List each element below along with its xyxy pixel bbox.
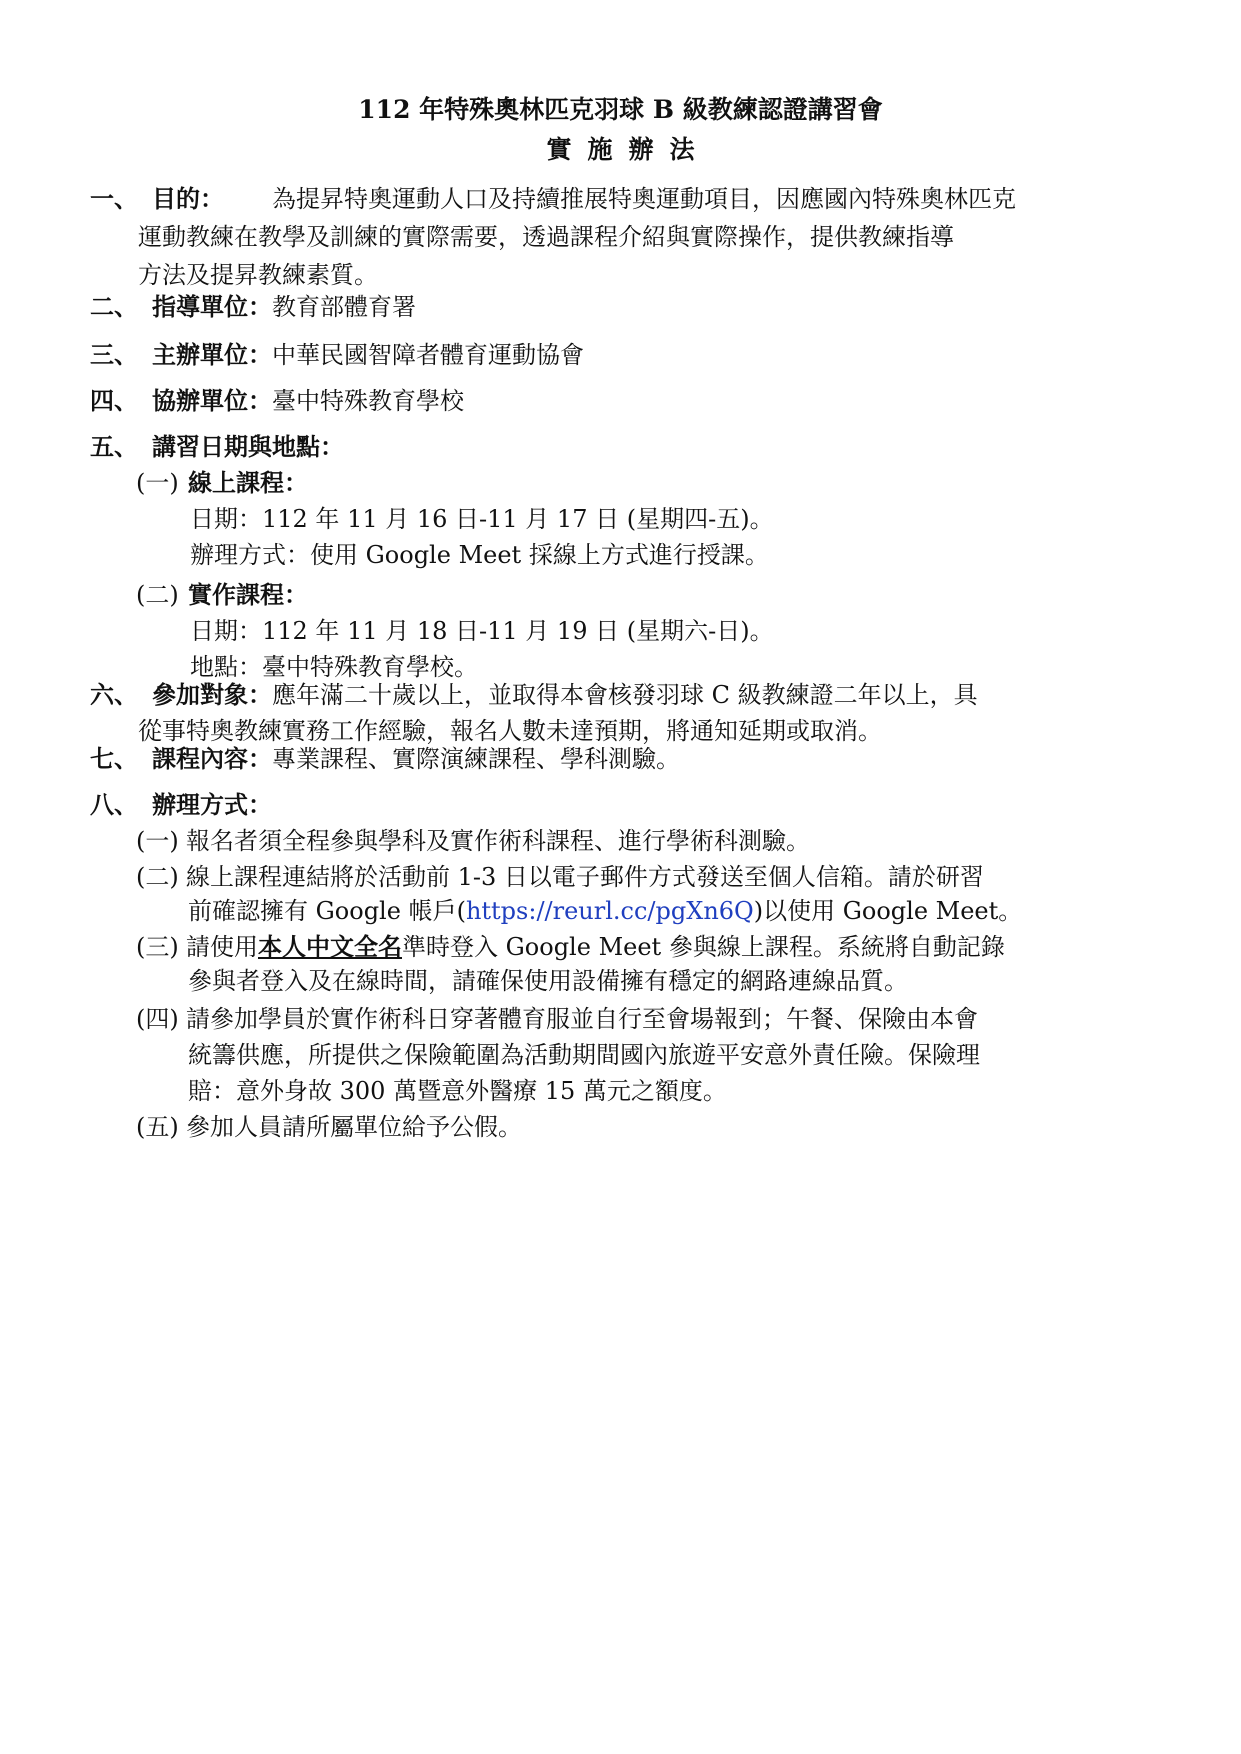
section-number: 二、 — [90, 292, 138, 321]
procedure-item-4-line-2: 統籌供應，所提供之保險範圍為活動期間國內旅遊平安意外責任險。保險理 — [188, 1041, 980, 1069]
section-procedures — [90, 786, 1170, 1146]
procedure-item-4-line-3: 賠：意外身故 300 萬暨意外醫療 15 萬元之額度。 — [188, 1077, 727, 1105]
online-course-label: 線上課程： — [188, 468, 308, 497]
section-number: 八、 — [90, 790, 138, 819]
section-date-location — [90, 428, 1170, 681]
google-account-link[interactable]: https://reurl.cc/pgXn6Q — [465, 897, 754, 925]
procedure-item-2-line-2 — [188, 892, 1022, 930]
practical-course-date: 日期：112 年 11 月 18 日-11 月 19 日 (星期六-日)。 — [190, 617, 774, 645]
section-label: 目的： — [152, 184, 224, 213]
item-3-text-after-emphasis: 準時登入 Google Meet 參與線上課程。系統將自動記錄 — [402, 933, 1005, 961]
procedure-item-4-line-1: 請參加學員於實作術科日穿著體育服並自行至會場報到；午餐、保險由本會 — [186, 1005, 978, 1033]
guidance-unit-text: 教育部體育署 — [272, 293, 416, 321]
section-number: 三、 — [90, 340, 138, 369]
section-organizer — [90, 336, 1170, 376]
document-subtitle: 實施辦法 — [546, 135, 711, 164]
online-course-method: 辦理方式：使用 Google Meet 採線上方式進行授課。 — [190, 541, 769, 569]
section-number: 五、 — [90, 432, 138, 461]
item-mark: (五) — [136, 1113, 179, 1141]
section-guidance-unit — [90, 288, 1170, 328]
participants-line-1: 應年滿二十歲以上，並取得本會核發羽球 C 級教練證二年以上，具 — [272, 681, 978, 709]
section-label: 指導單位： — [152, 292, 272, 321]
organizer-text: 中華民國智障者體育運動協會 — [272, 341, 584, 369]
online-course-date: 日期：112 年 11 月 16 日-11 月 17 日 (星期四-五)。 — [190, 505, 774, 533]
section-number: 一、 — [90, 184, 138, 213]
section-label: 參加對象： — [152, 680, 272, 709]
section-label: 辦理方式： — [152, 790, 272, 819]
practical-course-mark: (二) — [136, 581, 179, 609]
procedure-item-3-line-1 — [186, 928, 1005, 966]
procedure-item-2-line-1: 線上課程連結將於活動前 1-3 日以電子郵件方式發送至個人信箱。請於研習 — [186, 863, 984, 891]
section-number: 四、 — [90, 386, 138, 415]
section-label: 講習日期與地點： — [152, 432, 344, 461]
purpose-line-2: 運動教練在教學及訓練的實際需要，透過課程介紹與實際操作，提供教練指導 — [138, 223, 954, 251]
item-mark: (二) — [136, 863, 179, 891]
section-course-content — [90, 740, 1170, 780]
procedure-item-1: 報名者須全程參與學科及實作術科課程、進行學術科測驗。 — [186, 827, 810, 855]
section-number: 七、 — [90, 744, 138, 773]
purpose-line-3: 方法及提昇教練素質。 — [138, 261, 378, 289]
co-organizer-text: 臺中特殊教育學校 — [272, 387, 464, 415]
full-chinese-name-emphasis: 本人中文全名 — [258, 932, 402, 961]
online-course-mark: (一) — [136, 469, 179, 497]
course-content-text: 專業課程、實際演練課程、學科測驗。 — [272, 745, 680, 773]
item-mark: (一) — [136, 827, 179, 855]
item-3-text-before-emphasis: 請使用 — [186, 933, 258, 961]
procedure-item-5: 參加人員請所屬單位給予公假。 — [186, 1113, 522, 1141]
practical-course-label: 實作課程： — [188, 580, 308, 609]
item-mark: (四) — [136, 1005, 179, 1033]
item-2-text-after-link: )以使用 Google Meet。 — [753, 897, 1023, 925]
participants-line-2: 從事特奧教練實務工作經驗，報名人數未達預期，將通知延期或取消。 — [138, 717, 882, 745]
practical-course-place: 地點：臺中特殊教育學校。 — [190, 653, 478, 681]
document-title: 112 年特殊奧林匹克羽球 B 級教練認證講習會 — [358, 95, 883, 124]
section-purpose — [90, 180, 1170, 300]
item-2-text-before-link: 前確認擁有 Google 帳戶( — [188, 897, 466, 925]
section-number: 六、 — [90, 680, 138, 709]
section-label: 主辦單位： — [152, 340, 272, 369]
section-label: 課程內容： — [152, 744, 272, 773]
item-mark: (三) — [136, 933, 179, 961]
section-label: 協辦單位： — [152, 386, 272, 415]
section-co-organizer — [90, 382, 1170, 422]
purpose-line-1: 為提昇特奧運動人口及持續推展特奧運動項目，因應國內特殊奧林匹克 — [272, 185, 1016, 213]
procedure-item-3-line-2: 參與者登入及在線時間，請確保使用設備擁有穩定的網路連線品質。 — [188, 967, 908, 995]
